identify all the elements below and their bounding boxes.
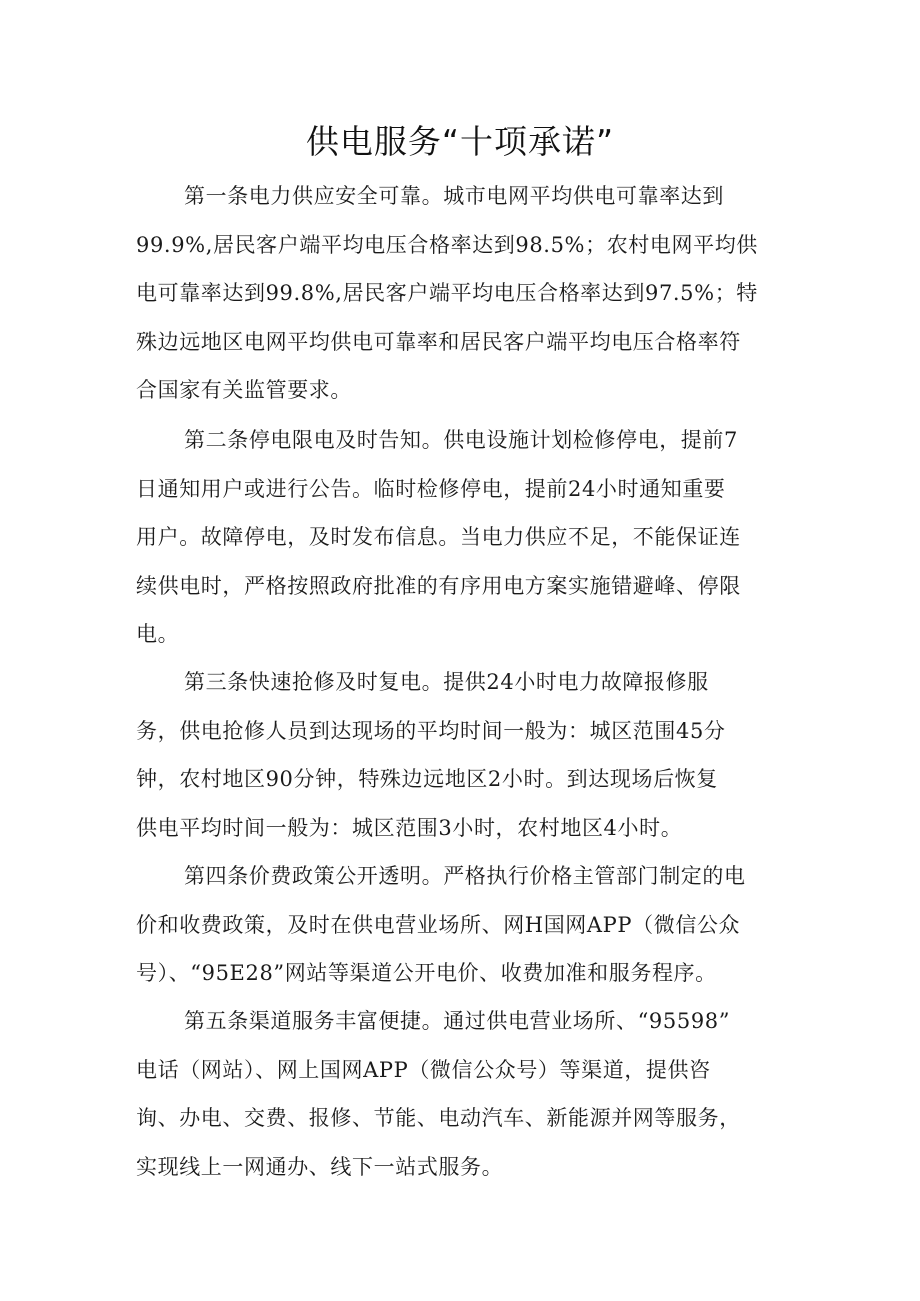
article-3-line-1: 第三条快速抢修及时复电。提供24小时电力故障报修服 bbox=[184, 670, 709, 694]
article-2 bbox=[136, 416, 786, 659]
article-4-line-1: 第四条价费政策公开透明。严格执行价格主管部门制定的电 bbox=[184, 864, 746, 888]
article-4-line-2: 价和收费政策，及时在供电营业场所、网H国网APP（微信公众 bbox=[136, 912, 741, 937]
article-5 bbox=[136, 997, 786, 1191]
article-1-line-2: 99.9%,居民客户端平均电压合格率达到98.5%；农村电网平均供 bbox=[136, 232, 758, 257]
article-2-line-1: 第二条停电限电及时告知。供电设施计划检修停电，提前7 bbox=[184, 428, 738, 452]
article-3 bbox=[136, 658, 786, 852]
article-1-line-4: 殊边远地区电网平均供电可靠率和居民客户端平均电压合格率符 bbox=[136, 329, 741, 354]
article-3-line-3: 钟，农村地区90分钟，特殊边远地区2小时。到达现场后恢复 bbox=[136, 767, 718, 791]
article-3-line-4: 供电平均时间一般为：城区范围3小时，农村地区4小时。 bbox=[136, 815, 683, 840]
article-5-line-1: 第五条渠道服务丰富便捷。通过供电营业场所、“95598” bbox=[184, 1009, 731, 1033]
article-5-line-2: 电话（网站）、网上国网APP（微信公众号）等渠道，提供咨 bbox=[136, 1057, 711, 1082]
article-4 bbox=[136, 852, 786, 998]
article-2-line-2: 日通知用户或进行公告。临时检修停电，提前24小时通知重要 bbox=[136, 476, 726, 501]
article-1-line-5: 合国家有关监管要求。 bbox=[136, 378, 352, 402]
article-5-line-3: 询、办电、交费、报修、节能、电动汽车、新能源并网等服务， bbox=[136, 1106, 741, 1130]
article-5-line-4: 实现线上一网通办、线下一站式服务。 bbox=[136, 1154, 504, 1179]
article-3-line-2: 务，供电抢修人员到达现场的平均时间一般为：城区范围45分 bbox=[136, 718, 726, 743]
article-4-line-3: 号）、“95E28”网站等渠道公开电价、收费加准和服务程序。 bbox=[136, 961, 717, 985]
article-2-line-3: 用户。故障停电，及时发布信息。当电力供应不足，不能保证连 bbox=[136, 525, 741, 549]
article-2-line-5: 电。 bbox=[136, 622, 180, 646]
article-2-line-4: 续供电时，严格按照政府批准的有序用电方案实施错避峰、停限 bbox=[136, 573, 741, 598]
document-title: 供电服务“十项承诺” bbox=[305, 122, 615, 161]
article-1-line-1: 第一条电力供应安全可靠。城市电网平均供电可靠率达到 bbox=[184, 184, 724, 208]
article-1-line-3: 电可靠率达到99.8%,居民客户端平均电压合格率达到97.5%；特 bbox=[136, 281, 758, 305]
article-1 bbox=[136, 172, 786, 415]
